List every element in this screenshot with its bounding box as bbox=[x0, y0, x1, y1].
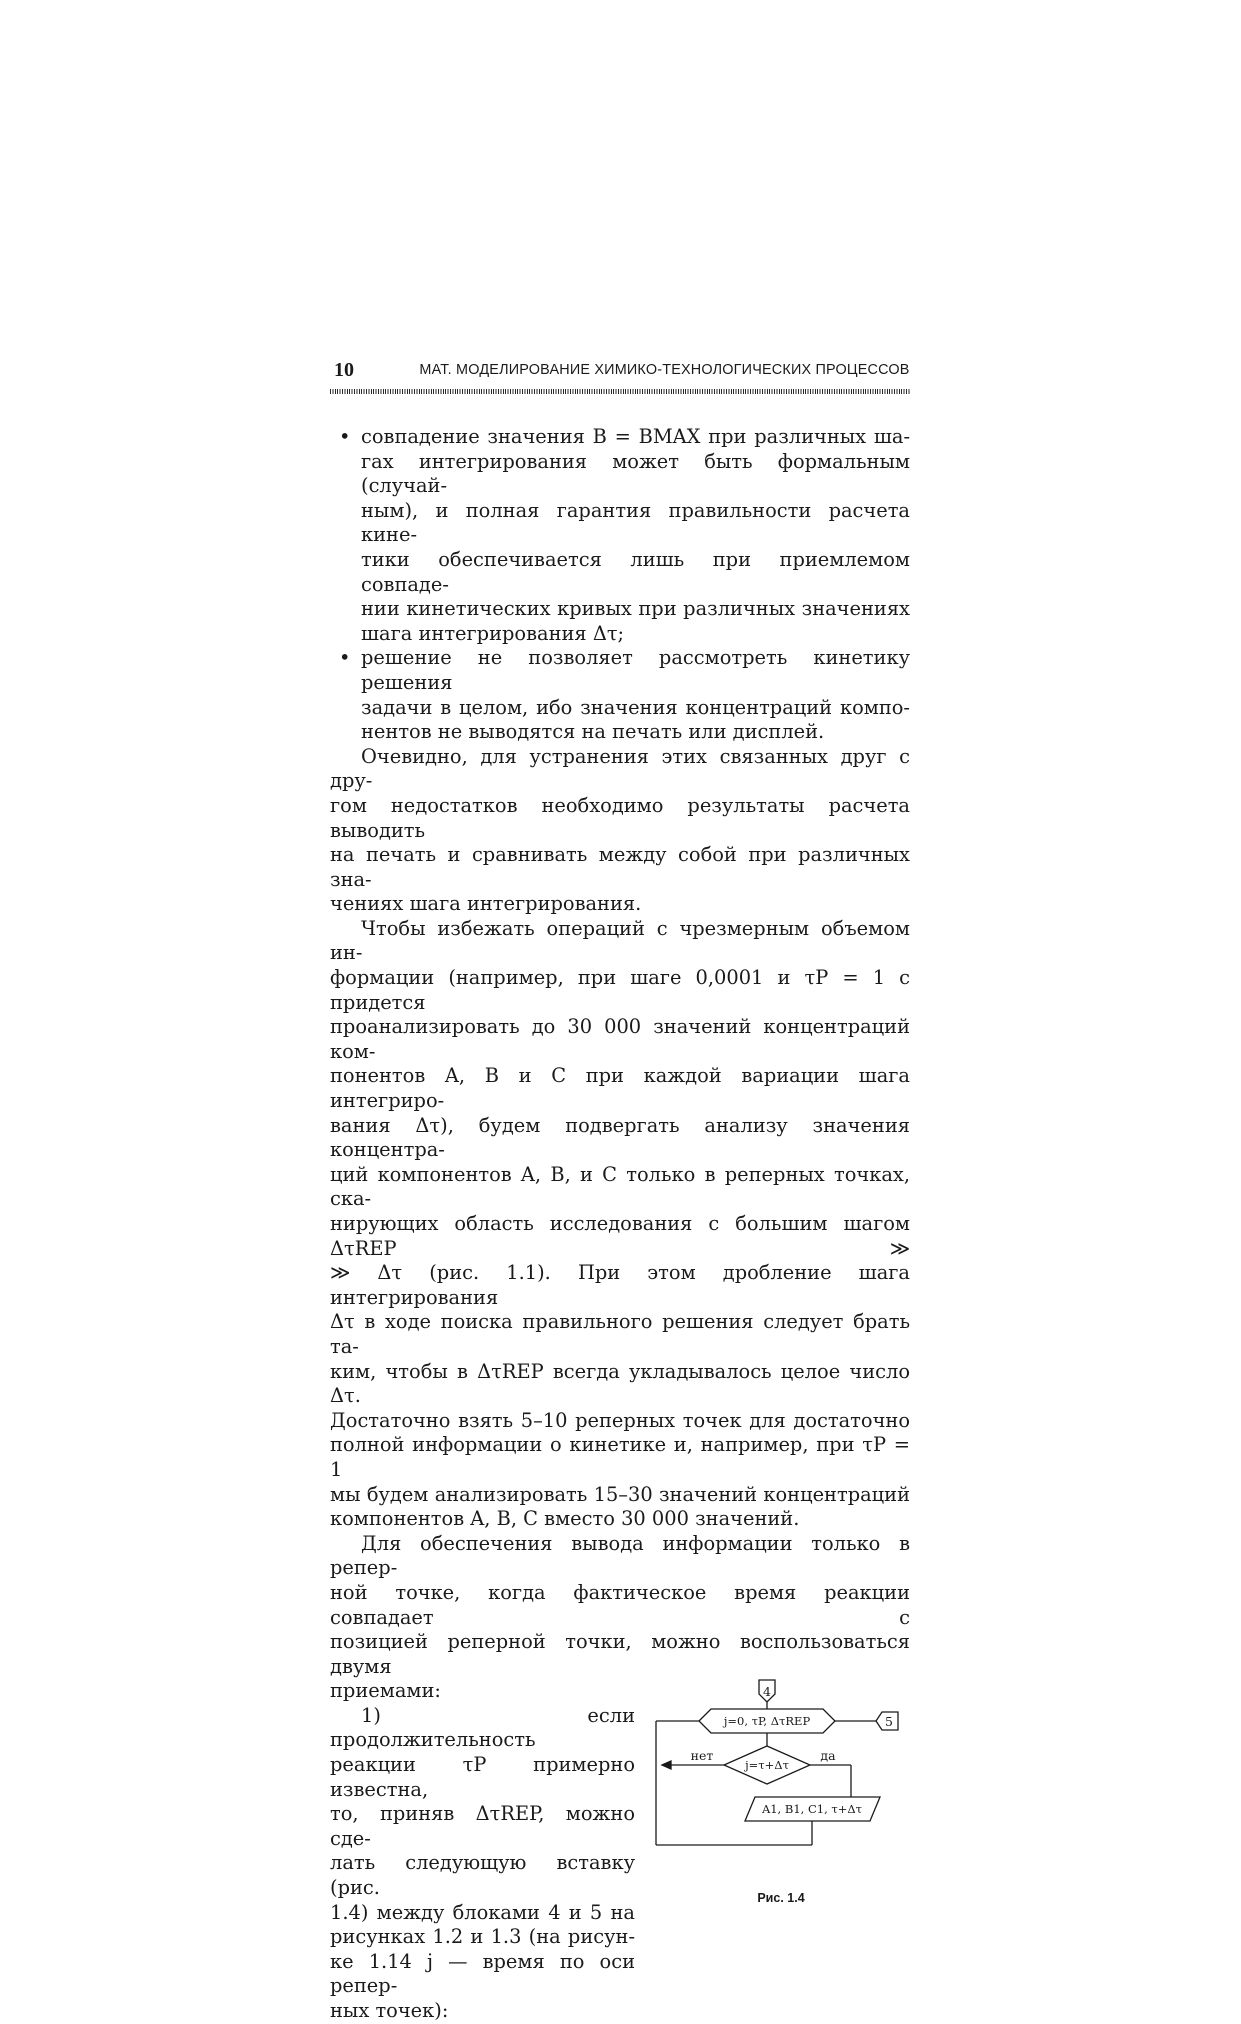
text-line: полной информации о кинетике и, например, при τP = 1 bbox=[330, 1433, 910, 1481]
text-line: формации (например, при шаге 0,0001 и τP = 1 с придется bbox=[330, 966, 910, 1014]
text-line: 1.4) между блоками 4 и 5 на bbox=[330, 1900, 635, 1924]
text-line: ций компонентов A, B, и C только в реперных точках, ска- bbox=[330, 1162, 910, 1211]
text-line: шага интегрирования Δτ; bbox=[361, 621, 625, 645]
text-line: нии кинетических кривых при различных значениях bbox=[361, 597, 910, 621]
paragraph bbox=[330, 745, 910, 917]
text-line: • решение не позволяет рассмотреть кинетику решения bbox=[361, 646, 910, 694]
text-line: Для обеспечения вывода информации только в репер- bbox=[330, 1531, 910, 1580]
page-number: 10 bbox=[334, 359, 354, 381]
running-head bbox=[330, 355, 910, 385]
text-line: чениях шага интегрирования. bbox=[330, 892, 642, 916]
text-line: Достаточно взять 5–10 реперных точек для достаточно bbox=[330, 1408, 910, 1432]
book-page bbox=[330, 355, 910, 2022]
text-line: приемами: bbox=[330, 1679, 441, 1703]
text-line: лать следующую вставку (рис. bbox=[330, 1851, 635, 1900]
text-line: • совпадение значения B = BMAX при различных ша- bbox=[361, 425, 910, 448]
text-line: вания Δτ), будем подвергать анализу значения концентра- bbox=[330, 1113, 910, 1162]
text-line: понентов A, B и C при каждой вариации шага интегриро- bbox=[330, 1064, 910, 1113]
figure-caption: Рис. 1.4 bbox=[757, 1890, 805, 1905]
bullet-item bbox=[330, 646, 910, 744]
text-line: компонентов A, B, C вместо 30 000 значений. bbox=[330, 1507, 800, 1531]
paragraph bbox=[330, 917, 910, 1532]
text-line: Очевидно, для устранения этих связанных друг с дру- bbox=[330, 744, 910, 793]
text-line: ным), и полная гарантия правильности расчета кине- bbox=[361, 498, 910, 547]
text-line: задачи в целом, ибо значения концентраций компо- bbox=[361, 695, 910, 719]
decision-label: j=τ+Δτ bbox=[745, 1757, 789, 1772]
text-line: Чтобы избежать операций с чрезмерным объемом ин- bbox=[330, 916, 910, 965]
bullet-item bbox=[330, 425, 910, 646]
text-line: реакции τP примерно известна, bbox=[330, 1753, 635, 1801]
text-line: нирующих область исследования с большим шагом ΔτREP ≫ bbox=[330, 1212, 910, 1260]
text-line: тики обеспечивается лишь при приемлемом совпаде- bbox=[361, 547, 910, 596]
body-text bbox=[330, 425, 910, 2022]
text-line: ким, чтобы в ΔτREP всегда укладывалось целое число Δτ. bbox=[330, 1359, 910, 1408]
text-line: 1) если продолжительность bbox=[330, 1703, 635, 1752]
text-line: Δτ в ходе поиска правильного решения следует брать та- bbox=[330, 1310, 910, 1358]
text-line: ке 1.14 j — время по оси репер- bbox=[330, 1949, 635, 1998]
text-line: то, приняв ΔτREP, можно сде- bbox=[330, 1802, 635, 1850]
text-line: ной точке, когда фактическое время реакции совпадает с bbox=[330, 1580, 910, 1629]
text-line: гах интегрирования может быть формальным (случай- bbox=[361, 449, 910, 498]
text-line: гом недостатков необходимо результаты расчета выводить bbox=[330, 793, 910, 842]
text-line: ных точек): bbox=[330, 1999, 449, 2022]
flowchart-diagram bbox=[652, 1678, 910, 1883]
text-line: позицией реперной точки, можно воспользоваться двумя bbox=[330, 1630, 910, 1678]
text-line: ≫ Δτ (рис. 1.1). При этом дробление шага интегрирования bbox=[330, 1261, 910, 1309]
text-line: проанализировать до 30 000 значений концентраций ком- bbox=[330, 1015, 910, 1063]
text-line: нентов не выводятся на печать или дисплей. bbox=[361, 720, 825, 744]
text-line: рисунках 1.2 и 1.3 (на рисун- bbox=[330, 1925, 635, 1949]
init-block-label: j=0, τP, ΔτREP bbox=[723, 1713, 811, 1728]
narrow-paragraph bbox=[330, 1704, 635, 2024]
yes-branch-label: да bbox=[820, 1747, 836, 1763]
connector-right-label: 5 bbox=[885, 1713, 893, 1729]
running-title: МАТ. МОДЕЛИРОВАНИЕ ХИМИКО-ТЕХНОЛОГИЧЕСКИХ ПРОЦЕССОВ bbox=[419, 361, 910, 378]
flowchart-figure bbox=[652, 1678, 910, 1910]
text-line: мы будем анализировать 15–30 значений концентраций bbox=[330, 1482, 910, 1506]
header-rule bbox=[330, 389, 910, 394]
no-branch-label: нет bbox=[690, 1747, 714, 1763]
output-block-label: A1, B1, C1, τ+Δτ bbox=[761, 1801, 863, 1816]
connector-top-label: 4 bbox=[763, 1683, 771, 1699]
text-line: на печать и сравнивать между собой при различных зна- bbox=[330, 843, 910, 891]
